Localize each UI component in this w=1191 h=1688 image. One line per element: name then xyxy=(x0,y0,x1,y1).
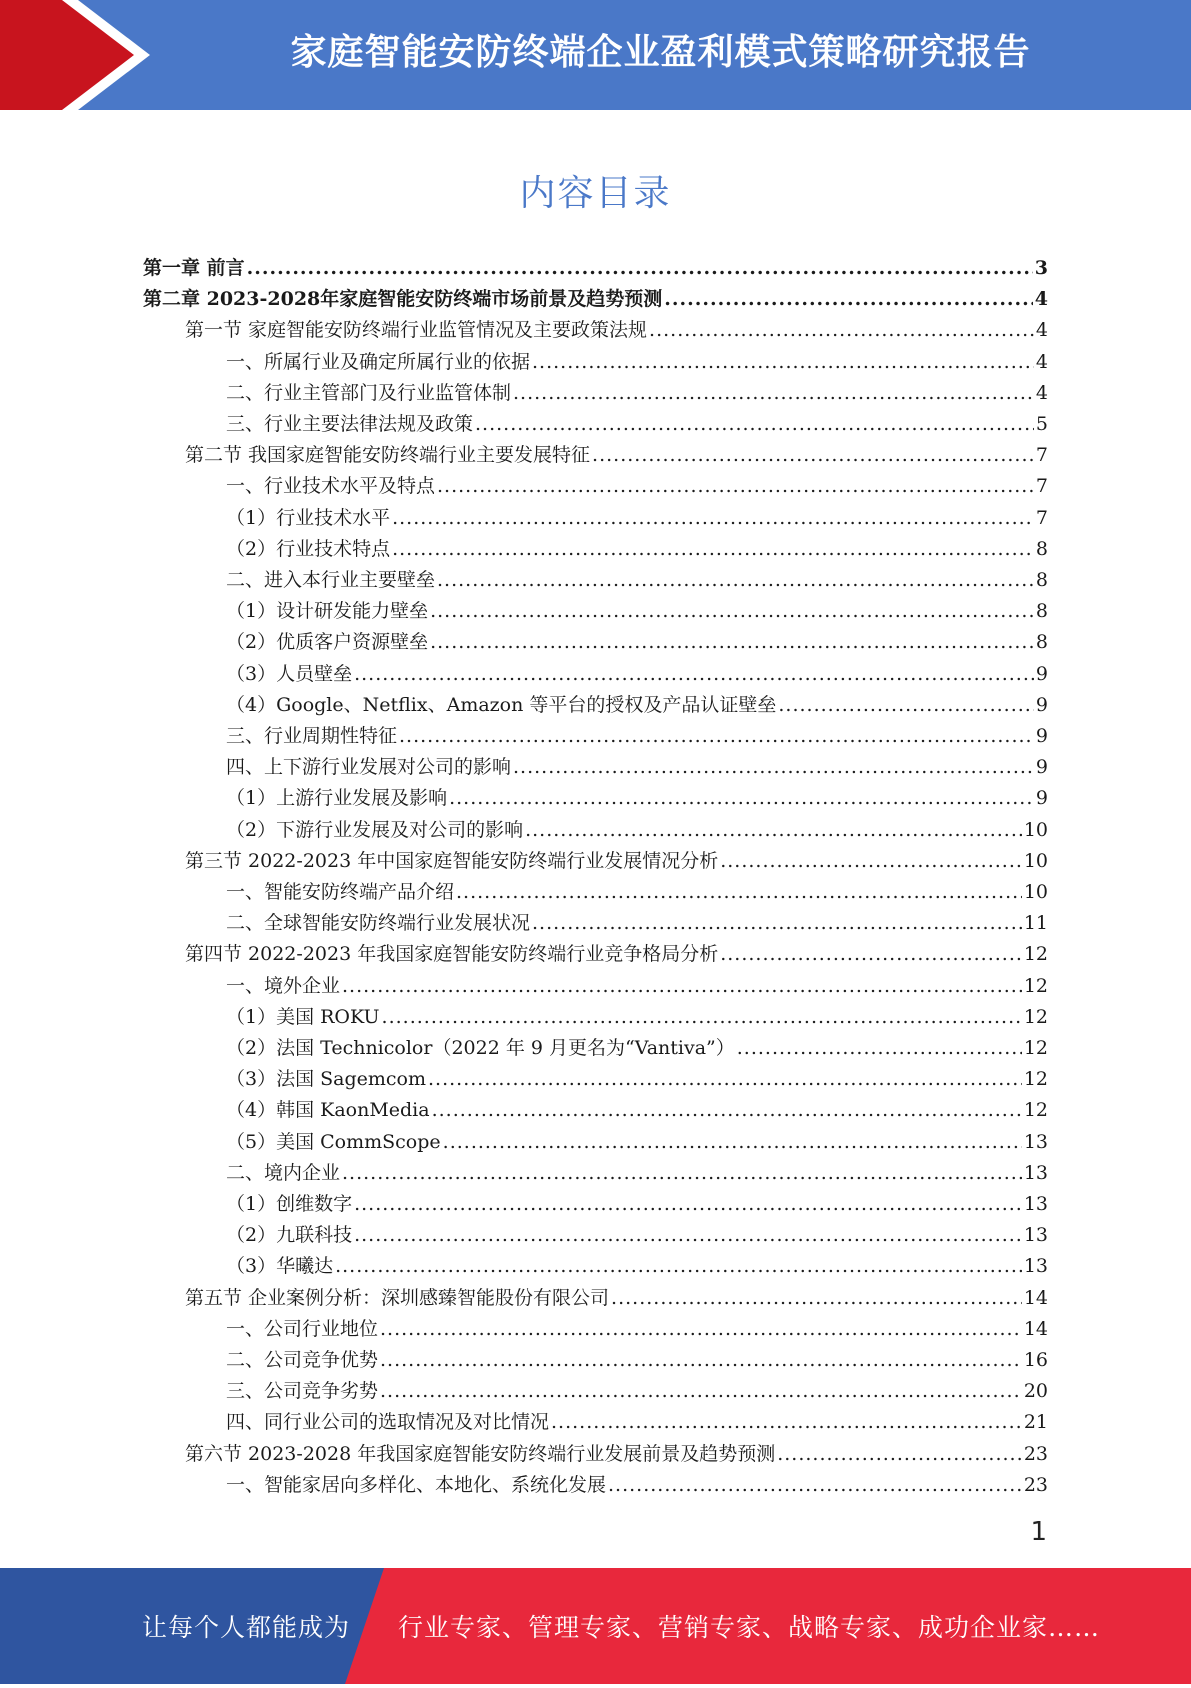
toc-entry-label: （2）行业技术特点 xyxy=(226,537,391,560)
toc-entry[interactable] xyxy=(226,908,1048,939)
toc-entry[interactable] xyxy=(226,659,1048,690)
toc-entry-label: 二、公司竞争优势 xyxy=(226,1349,379,1371)
toc-entry[interactable] xyxy=(226,409,1048,440)
toc-leader-dots xyxy=(380,1345,1022,1376)
toc-entry-page: 14 xyxy=(1023,1317,1048,1340)
toc-entry[interactable] xyxy=(185,846,1048,877)
toc-entry[interactable] xyxy=(226,565,1048,596)
toc-entry-page: 12 xyxy=(1023,1068,1048,1091)
toc-entry-label: 第一节 家庭智能安防终端行业监管情况及主要政策法规 xyxy=(185,319,648,342)
toc-entry[interactable] xyxy=(226,1033,1048,1064)
toc-leader-dots xyxy=(592,440,1034,471)
toc-entry[interactable] xyxy=(226,1220,1048,1251)
toc-leader-dots xyxy=(649,315,1034,346)
toc-entry-page: 7 xyxy=(1035,444,1048,467)
toc-entry-label: 一、行业技术水平及特点 xyxy=(226,475,436,498)
toc-leader-dots xyxy=(247,253,1033,284)
toc-entry-label: 三、行业周期性特征 xyxy=(226,725,398,747)
toc-leader-dots xyxy=(720,939,1022,970)
toc-entry-page: 13 xyxy=(1023,1161,1048,1184)
toc-entry[interactable] xyxy=(226,1407,1048,1438)
toc-entry-label: 三、公司竞争劣势 xyxy=(226,1380,379,1403)
toc-entry-label: （5）美国 CommScope xyxy=(226,1130,441,1153)
toc-leader-dots xyxy=(437,565,1034,596)
toc-leader-dots xyxy=(720,846,1022,877)
toc-entry-page: 10 xyxy=(1023,818,1048,841)
toc-entry-label: （4）韩国 KaonMedia xyxy=(226,1099,430,1122)
toc-entry[interactable] xyxy=(226,690,1048,721)
toc-leader-dots xyxy=(532,908,1022,939)
toc-entry-label: 第一章 前言 xyxy=(143,257,245,279)
toc-leader-dots xyxy=(432,1095,1022,1126)
toc-leader-dots xyxy=(778,690,1034,721)
toc-entry-page: 4 xyxy=(1034,288,1048,311)
toc-entry-page: 3 xyxy=(1034,257,1048,279)
toc-leader-dots xyxy=(664,284,1033,315)
toc-entry[interactable] xyxy=(226,1345,1048,1376)
toc-entry-label: 二、行业主管部门及行业监管体制 xyxy=(226,381,512,404)
toc-leader-dots xyxy=(335,1251,1022,1282)
toc-entry[interactable] xyxy=(226,752,1048,783)
toc-entry[interactable] xyxy=(226,783,1048,814)
toc-entry-page: 4 xyxy=(1035,350,1048,373)
toc-entry-label: 一、智能安防终端产品介绍 xyxy=(226,881,455,903)
toc-entry[interactable] xyxy=(226,877,1048,908)
red-arrow-icon xyxy=(0,0,160,110)
toc-leader-dots xyxy=(380,1376,1022,1407)
toc-entry-page: 10 xyxy=(1023,849,1048,872)
toc-entry-page: 4 xyxy=(1035,381,1048,404)
toc-entry-label: （2）优质客户资源壁垒 xyxy=(226,631,429,654)
toc-leader-dots xyxy=(443,1127,1022,1158)
toc-entry-label: 第二节 我国家庭智能安防终端行业主要发展特征 xyxy=(185,444,591,467)
toc-leader-dots xyxy=(608,1470,1022,1501)
toc-entry-page: 13 xyxy=(1023,1255,1048,1278)
toc-entry-label: 四、同行业公司的选取情况及对比情况 xyxy=(226,1411,550,1434)
toc-entry-page: 13 xyxy=(1023,1130,1048,1153)
toc-entry-label: 第二章 2023-2028年家庭智能安防终端市场前景及趋势预测 xyxy=(143,288,663,311)
toc-entry-page: 8 xyxy=(1035,537,1048,560)
toc-entry[interactable] xyxy=(226,1127,1048,1158)
toc-entry-label: （1）行业技术水平 xyxy=(226,506,391,529)
toc-entry-page: 21 xyxy=(1023,1411,1048,1434)
toc-entry-label: （2）法国 Technicolor（2022 年 9 月更名为“Vantiva”） xyxy=(226,1037,735,1059)
toc-entry[interactable] xyxy=(185,939,1048,970)
toc-entry-page: 12 xyxy=(1023,943,1048,966)
toc-entry[interactable] xyxy=(226,471,1048,502)
toc-entry[interactable] xyxy=(226,347,1048,378)
toc-leader-dots xyxy=(399,721,1034,752)
toc-entry-label: （1）美国 ROKU xyxy=(226,1005,380,1028)
toc-leader-dots xyxy=(456,877,1022,908)
toc-entry-page: 13 xyxy=(1023,1193,1048,1215)
toc-entry-page: 8 xyxy=(1035,569,1048,591)
toc-entry-label: （3）人员壁垒 xyxy=(226,662,353,685)
toc-entry-page: 8 xyxy=(1035,631,1048,654)
toc-leader-dots xyxy=(475,409,1034,440)
toc-leader-dots xyxy=(551,1407,1022,1438)
toc-entry-label: （3）华曦达 xyxy=(226,1255,334,1278)
toc-leader-dots xyxy=(777,1439,1022,1470)
toc-entry-label: 第六节 2023-2028 年我国家庭智能安防终端行业发展前景及趋势预测 xyxy=(185,1442,776,1465)
toc-entry[interactable] xyxy=(185,440,1048,471)
toc-entry[interactable] xyxy=(226,1470,1048,1501)
toc-entry[interactable] xyxy=(226,1189,1048,1220)
toc-entry[interactable] xyxy=(226,971,1048,1002)
header-banner xyxy=(0,0,1191,110)
toc-entry-page: 20 xyxy=(1023,1380,1048,1403)
toc-entry-page: 7 xyxy=(1035,506,1048,529)
toc-entry[interactable] xyxy=(226,1095,1048,1126)
toc-entry[interactable] xyxy=(143,253,1048,284)
toc-leader-dots xyxy=(342,1158,1022,1189)
toc-entry-page: 23 xyxy=(1023,1442,1048,1465)
toc-entry-label: （3）法国 Sagemcom xyxy=(226,1068,426,1091)
toc-heading: 内容目录 xyxy=(519,173,672,214)
toc-entry-page: 12 xyxy=(1023,974,1048,997)
page-number: 1 xyxy=(1030,1517,1047,1547)
toc-entry-label: （1）创维数字 xyxy=(226,1193,353,1215)
toc-entry-label: 一、公司行业地位 xyxy=(226,1317,379,1340)
toc-entry-label: 第四节 2022-2023 年我国家庭智能安防终端行业竞争格局分析 xyxy=(185,943,719,966)
toc-entry-page: 12 xyxy=(1023,1099,1048,1122)
toc-entry-page: 12 xyxy=(1023,1037,1048,1059)
toc-entry-page: 9 xyxy=(1035,725,1048,747)
toc-entry[interactable] xyxy=(185,1283,1048,1314)
toc-leader-dots xyxy=(532,347,1034,378)
toc-entry[interactable] xyxy=(226,1376,1048,1407)
toc-entry[interactable] xyxy=(185,1439,1048,1470)
footer-slogan-right: 行业专家、管理专家、营销专家、战略专家、成功企业家…… xyxy=(398,1613,1101,1642)
footer-slogan-left: 让每个人都能成为 xyxy=(142,1613,351,1642)
toc-entry-page: 4 xyxy=(1035,319,1048,342)
toc-entry-label: 四、上下游行业发展对公司的影响 xyxy=(226,756,512,779)
toc-entry-page: 9 xyxy=(1035,787,1048,810)
toc-leader-dots xyxy=(342,971,1022,1002)
toc-entry[interactable] xyxy=(226,627,1048,658)
toc-entry[interactable] xyxy=(226,1314,1048,1345)
toc-entry-page: 10 xyxy=(1023,881,1048,903)
toc-entry[interactable] xyxy=(226,503,1048,534)
toc-entry-label: 二、进入本行业主要壁垒 xyxy=(226,569,436,591)
toc-leader-dots xyxy=(513,752,1034,783)
report-title: 家庭智能安防终端企业盈利模式策略研究报告 xyxy=(290,32,1031,73)
toc-entry-label: 一、所属行业及确定所属行业的依据 xyxy=(226,350,531,373)
toc-entry-label: （2）下游行业发展及对公司的影响 xyxy=(226,818,524,841)
toc-entry[interactable] xyxy=(143,284,1048,315)
toc-entry-page: 9 xyxy=(1035,693,1048,716)
toc-entry-page: 9 xyxy=(1035,662,1048,685)
toc-leader-dots xyxy=(354,659,1034,690)
toc-leader-dots xyxy=(354,1189,1022,1220)
toc-leader-dots xyxy=(392,503,1034,534)
toc-entry[interactable] xyxy=(226,378,1048,409)
toc-leader-dots xyxy=(430,596,1034,627)
toc-entry-page: 13 xyxy=(1023,1224,1048,1247)
toc-entry-label: 二、全球智能安防终端行业发展状况 xyxy=(226,912,531,935)
toc-leader-dots xyxy=(382,1002,1022,1033)
toc-entry-page: 12 xyxy=(1023,1005,1048,1028)
toc-entry-label: （4）Google、Netflix、Amazon 等平台的授权及产品认证壁垒 xyxy=(226,693,777,716)
toc-entry-label: 第三节 2022-2023 年中国家庭智能安防终端行业发展情况分析 xyxy=(185,849,719,872)
toc-entry[interactable] xyxy=(185,315,1048,346)
toc-entry-label: （2）九联科技 xyxy=(226,1224,353,1247)
toc-entry[interactable] xyxy=(226,1251,1048,1282)
toc-entry-page: 11 xyxy=(1023,912,1048,935)
toc-entry[interactable] xyxy=(226,596,1048,627)
toc-entry-page: 14 xyxy=(1023,1286,1048,1309)
toc-entry[interactable] xyxy=(226,1158,1048,1189)
toc-leader-dots xyxy=(392,534,1034,565)
toc-leader-dots xyxy=(449,783,1034,814)
toc-entry-page: 23 xyxy=(1023,1473,1048,1496)
toc-leader-dots xyxy=(428,1064,1022,1095)
toc-entry[interactable] xyxy=(226,1064,1048,1095)
toc-leader-dots xyxy=(737,1033,1022,1064)
toc-leader-dots xyxy=(354,1220,1022,1251)
toc-entry[interactable] xyxy=(226,815,1048,846)
toc-leader-dots xyxy=(525,815,1022,846)
toc-leader-dots xyxy=(611,1283,1022,1314)
toc-entry-page: 8 xyxy=(1035,600,1048,623)
toc-entry-page: 7 xyxy=(1035,475,1048,498)
toc-leader-dots xyxy=(513,378,1034,409)
toc-leader-dots xyxy=(437,471,1034,502)
toc-leader-dots xyxy=(430,627,1034,658)
toc-leader-dots xyxy=(380,1314,1022,1345)
toc-entry-label: 二、境内企业 xyxy=(226,1161,341,1184)
toc-entry-label: （1）设计研发能力壁垒 xyxy=(226,600,429,623)
toc-entry-page: 16 xyxy=(1023,1349,1048,1371)
toc-entry-page: 9 xyxy=(1035,756,1048,779)
toc-entry[interactable] xyxy=(226,721,1048,752)
footer-banner xyxy=(0,1568,1191,1684)
toc-entry-label: （1）上游行业发展及影响 xyxy=(226,787,448,810)
toc-entry-page: 5 xyxy=(1035,413,1048,435)
toc-entry[interactable] xyxy=(226,1002,1048,1033)
toc-entry-label: 一、境外企业 xyxy=(226,974,341,997)
toc-entry-label: 一、智能家居向多样化、本地化、系统化发展 xyxy=(226,1473,607,1496)
toc-entry-label: 三、行业主要法律法规及政策 xyxy=(226,413,474,435)
toc-entry[interactable] xyxy=(226,534,1048,565)
toc-entry-label: 第五节 企业案例分析：深圳感臻智能股份有限公司 xyxy=(185,1286,610,1309)
